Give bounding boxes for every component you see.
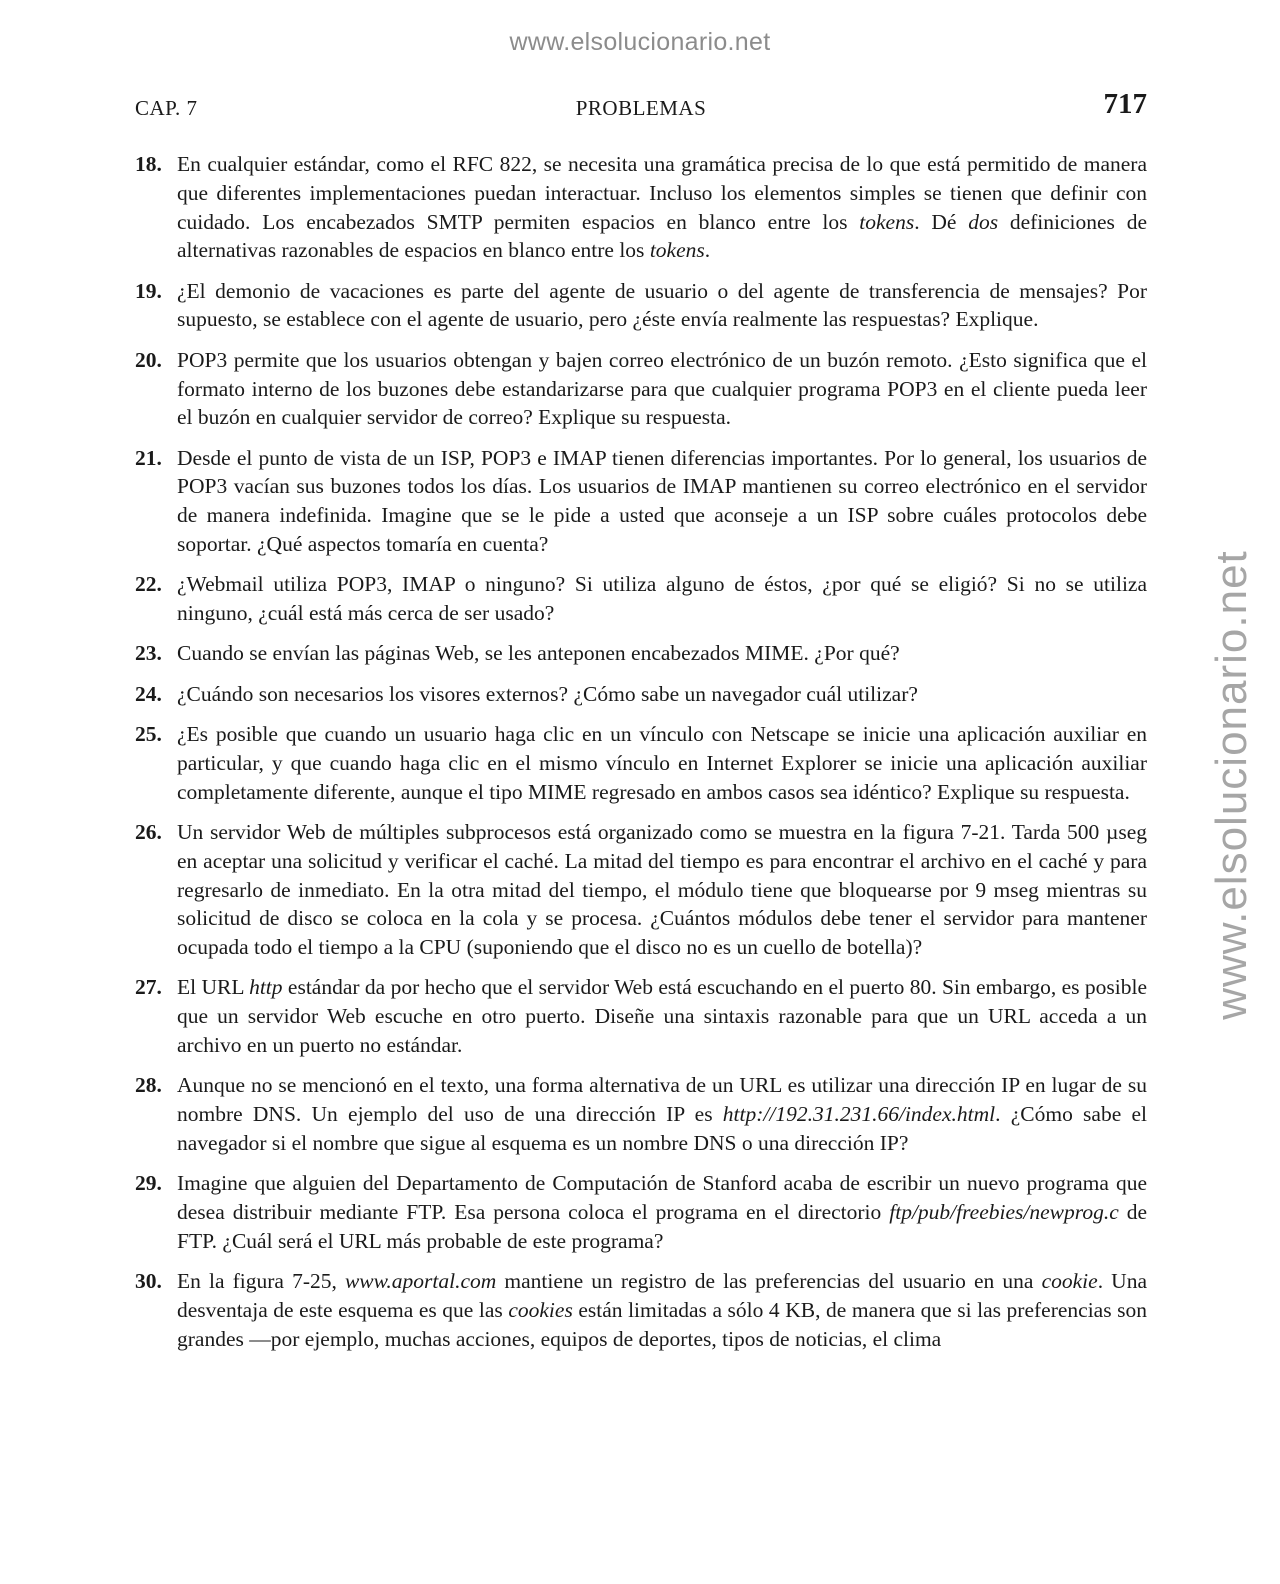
problem-text [177, 348, 1147, 430]
problem-text [177, 682, 918, 706]
text-run: En cualquier estándar, como el RFC 822, se necesita una gramática precisa de lo que está permitido de manera que diferentes implementaciones puedan interactuar. Incluso los elementos simples se tienen que definir con cuidado. Los encabezados SMTP permiten espacios en blanco entre los [177, 152, 1147, 234]
problem-number: 27. [135, 975, 162, 1000]
text-run: Imagine que alguien del Departamento de Computación de Stanford acaba de escribir un nuevo programa que desea distribuir mediante FTP. Esa persona coloca el programa en el directorio [177, 1171, 1147, 1224]
text-run: Aunque no se mencionó en el texto, una forma alternativa de un URL es utilizar una dirección IP en lugar de su nombre DNS. Un ejemplo del uso de una dirección IP es [177, 1073, 1147, 1127]
problem-text [177, 152, 1147, 262]
problem-item [135, 1071, 1147, 1157]
problem-item [135, 1169, 1147, 1255]
problem-item [135, 150, 1147, 265]
problem-number: 24. [135, 681, 162, 706]
problem-text [177, 1073, 1147, 1155]
problem-number: 18. [135, 152, 162, 176]
chapter-label: CAP. 7 [135, 96, 198, 120]
problem-text [177, 446, 1147, 556]
text-run: ¿Cuándo son necesarios los visores externos? ¿Cómo sabe un navegador cuál utilizar? [177, 681, 918, 706]
text-run: POP3 permite que los usuarios obtengan y bajen correo electrónico de un buzón remoto. ¿Esto significa que el formato interno de los buzones debe estandarizarse para que cualquier programa POP3 en el cliente pueda leer el buzón en cualquier servidor de correo? Explique su respuesta. [177, 347, 1147, 430]
text-run: Cuando se envían las páginas Web, se les anteponen encabezados MIME. ¿Por qué? [177, 641, 900, 666]
emphasis-text: http://192.31.231.66/index.html [722, 1102, 996, 1127]
text-run: definiciones de alternativas razonables de espacios en blanco entre los [177, 209, 1147, 263]
text-run: . ¿Cómo sabe el navegador si el nombre que sigue al esquema es un nombre DNS o una dirección IP? [177, 1102, 1147, 1155]
problem-item [135, 680, 1147, 709]
problem-number: 29. [135, 1171, 162, 1196]
problem-number: 23. [135, 641, 162, 666]
problem-item [135, 346, 1147, 432]
text-run: Un servidor Web de múltiples subprocesos está organizado como se muestra en la figura 7-21. Tarda 500 µseg en aceptar una solicitud y verificar el caché. La mitad del tiempo es para encontrar el archivo en el caché y para regresarlo de inmediato. En la otra mitad del tiempo, el módulo tiene que bloquearse por 9 mseg mientras su solicitud de disco se coloca en la cola y se procesa. ¿Cuántos módulos debe tener el servidor para mantener ocupada todo el tiempo a la CPU (suponiendo que el disco no es un cuello de botella)? [177, 819, 1147, 960]
problem-text [177, 641, 900, 665]
problem-item [135, 444, 1147, 559]
emphasis-text: dos [968, 209, 999, 234]
text-run: Desde el punto de vista de un ISP, POP3 e IMAP tienen diferencias importantes. Por lo general, los usuarios de POP3 vacían sus buzones todos los días. Los usuarios de IMAP mantienen su correo electrónico en el servidor de manera indefinida. Imagine que se le pide a usted que aconseje a un ISP sobre cuáles protocolos debe soportar. ¿Qué aspectos tomaría en cuenta? [177, 445, 1147, 557]
problem-text [177, 1269, 1147, 1351]
emphasis-text: ftp/pub/freebies/newprog.c [889, 1200, 1119, 1224]
problem-text [177, 820, 1147, 959]
text-run: . [704, 238, 711, 263]
emphasis-text: www.aportal.com [344, 1269, 497, 1294]
problem-number: 26. [135, 819, 162, 844]
problem-number: 28. [135, 1073, 162, 1098]
emphasis-text: cookie [1041, 1269, 1098, 1294]
problem-text [177, 722, 1147, 804]
problem-item [135, 720, 1147, 806]
running-head [135, 90, 1147, 126]
text-run: estándar da por hecho que el servidor Web está escuchando en el puerto 80. Sin embargo, es posible que un servidor Web escuche en otro puerto. Diseñe una sintaxis razonable para que un URL acceda a un archivo en un puerto no estándar. [177, 975, 1147, 1058]
text-run: de FTP. ¿Cuál será el URL más probable de este programa? [177, 1200, 1148, 1253]
problem-number: 30. [135, 1269, 162, 1294]
text-run: ¿Es posible que cuando un usuario haga clic en un vínculo con Netscape se inicie una aplicación auxiliar en particular, y que cuando haga clic en el mismo vínculo en Internet Explorer se inicie una aplicación auxiliar completamente diferente, aunque el tipo MIME regresado en ambos casos sea idéntico? Explique su respuesta. [177, 722, 1147, 804]
text-run: ¿Webmail utiliza POP3, IMAP o ninguno? Si utiliza alguno de éstos, ¿por qué se eligió? Si no se utiliza ninguno, ¿cuál está más cerca de ser usado? [177, 572, 1147, 626]
text-run: . Dé [914, 209, 969, 234]
emphasis-text: http [249, 975, 283, 1000]
problem-number: 20. [135, 347, 162, 372]
emphasis-text: cookies [508, 1297, 573, 1322]
problem-text [177, 572, 1147, 625]
text-run: . Una desventaja de este esquema es que las [177, 1269, 1147, 1322]
text-run: mantiene un registro de las preferencias del usuario en una [496, 1269, 1042, 1294]
text-run: están limitadas a sólo 4 KB, de manera que si las preferencias son grandes —por ejemplo, muchas acciones, equipos de deportes, tipos de noticias, el clima [177, 1297, 1148, 1351]
emphasis-text: tokens [649, 238, 705, 263]
problem-item [135, 1267, 1147, 1353]
problem-text [177, 279, 1147, 332]
problem-number: 25. [135, 722, 162, 747]
problem-number: 21. [135, 445, 162, 470]
problem-number: 19. [135, 278, 162, 303]
watermark-top: www.elsolucionario.net [509, 28, 771, 56]
problem-text [177, 975, 1147, 1057]
problem-item [135, 639, 1147, 668]
problem-text [177, 1171, 1147, 1253]
problem-item [135, 570, 1147, 628]
text-run: El URL [177, 975, 250, 1000]
emphasis-text: tokens [859, 209, 915, 234]
page-number: 717 [1103, 88, 1147, 120]
problem-item [135, 973, 1147, 1059]
text-run: En la figura 7-25, [177, 1269, 345, 1294]
problem-number: 22. [135, 572, 162, 597]
problem-item [135, 277, 1147, 335]
watermark-side: www.elsolucionario.net [1207, 550, 1256, 1020]
text-run: ¿El demonio de vacaciones es parte del agente de usuario o del agente de transferencia de mensajes? Por supuesto, se establece con el agente de usuario, pero ¿éste envía realmente las respuestas? Explique. [177, 278, 1147, 332]
problem-list [135, 150, 1147, 1365]
section-title: PROBLEMAS [575, 96, 707, 120]
problem-item [135, 818, 1147, 962]
